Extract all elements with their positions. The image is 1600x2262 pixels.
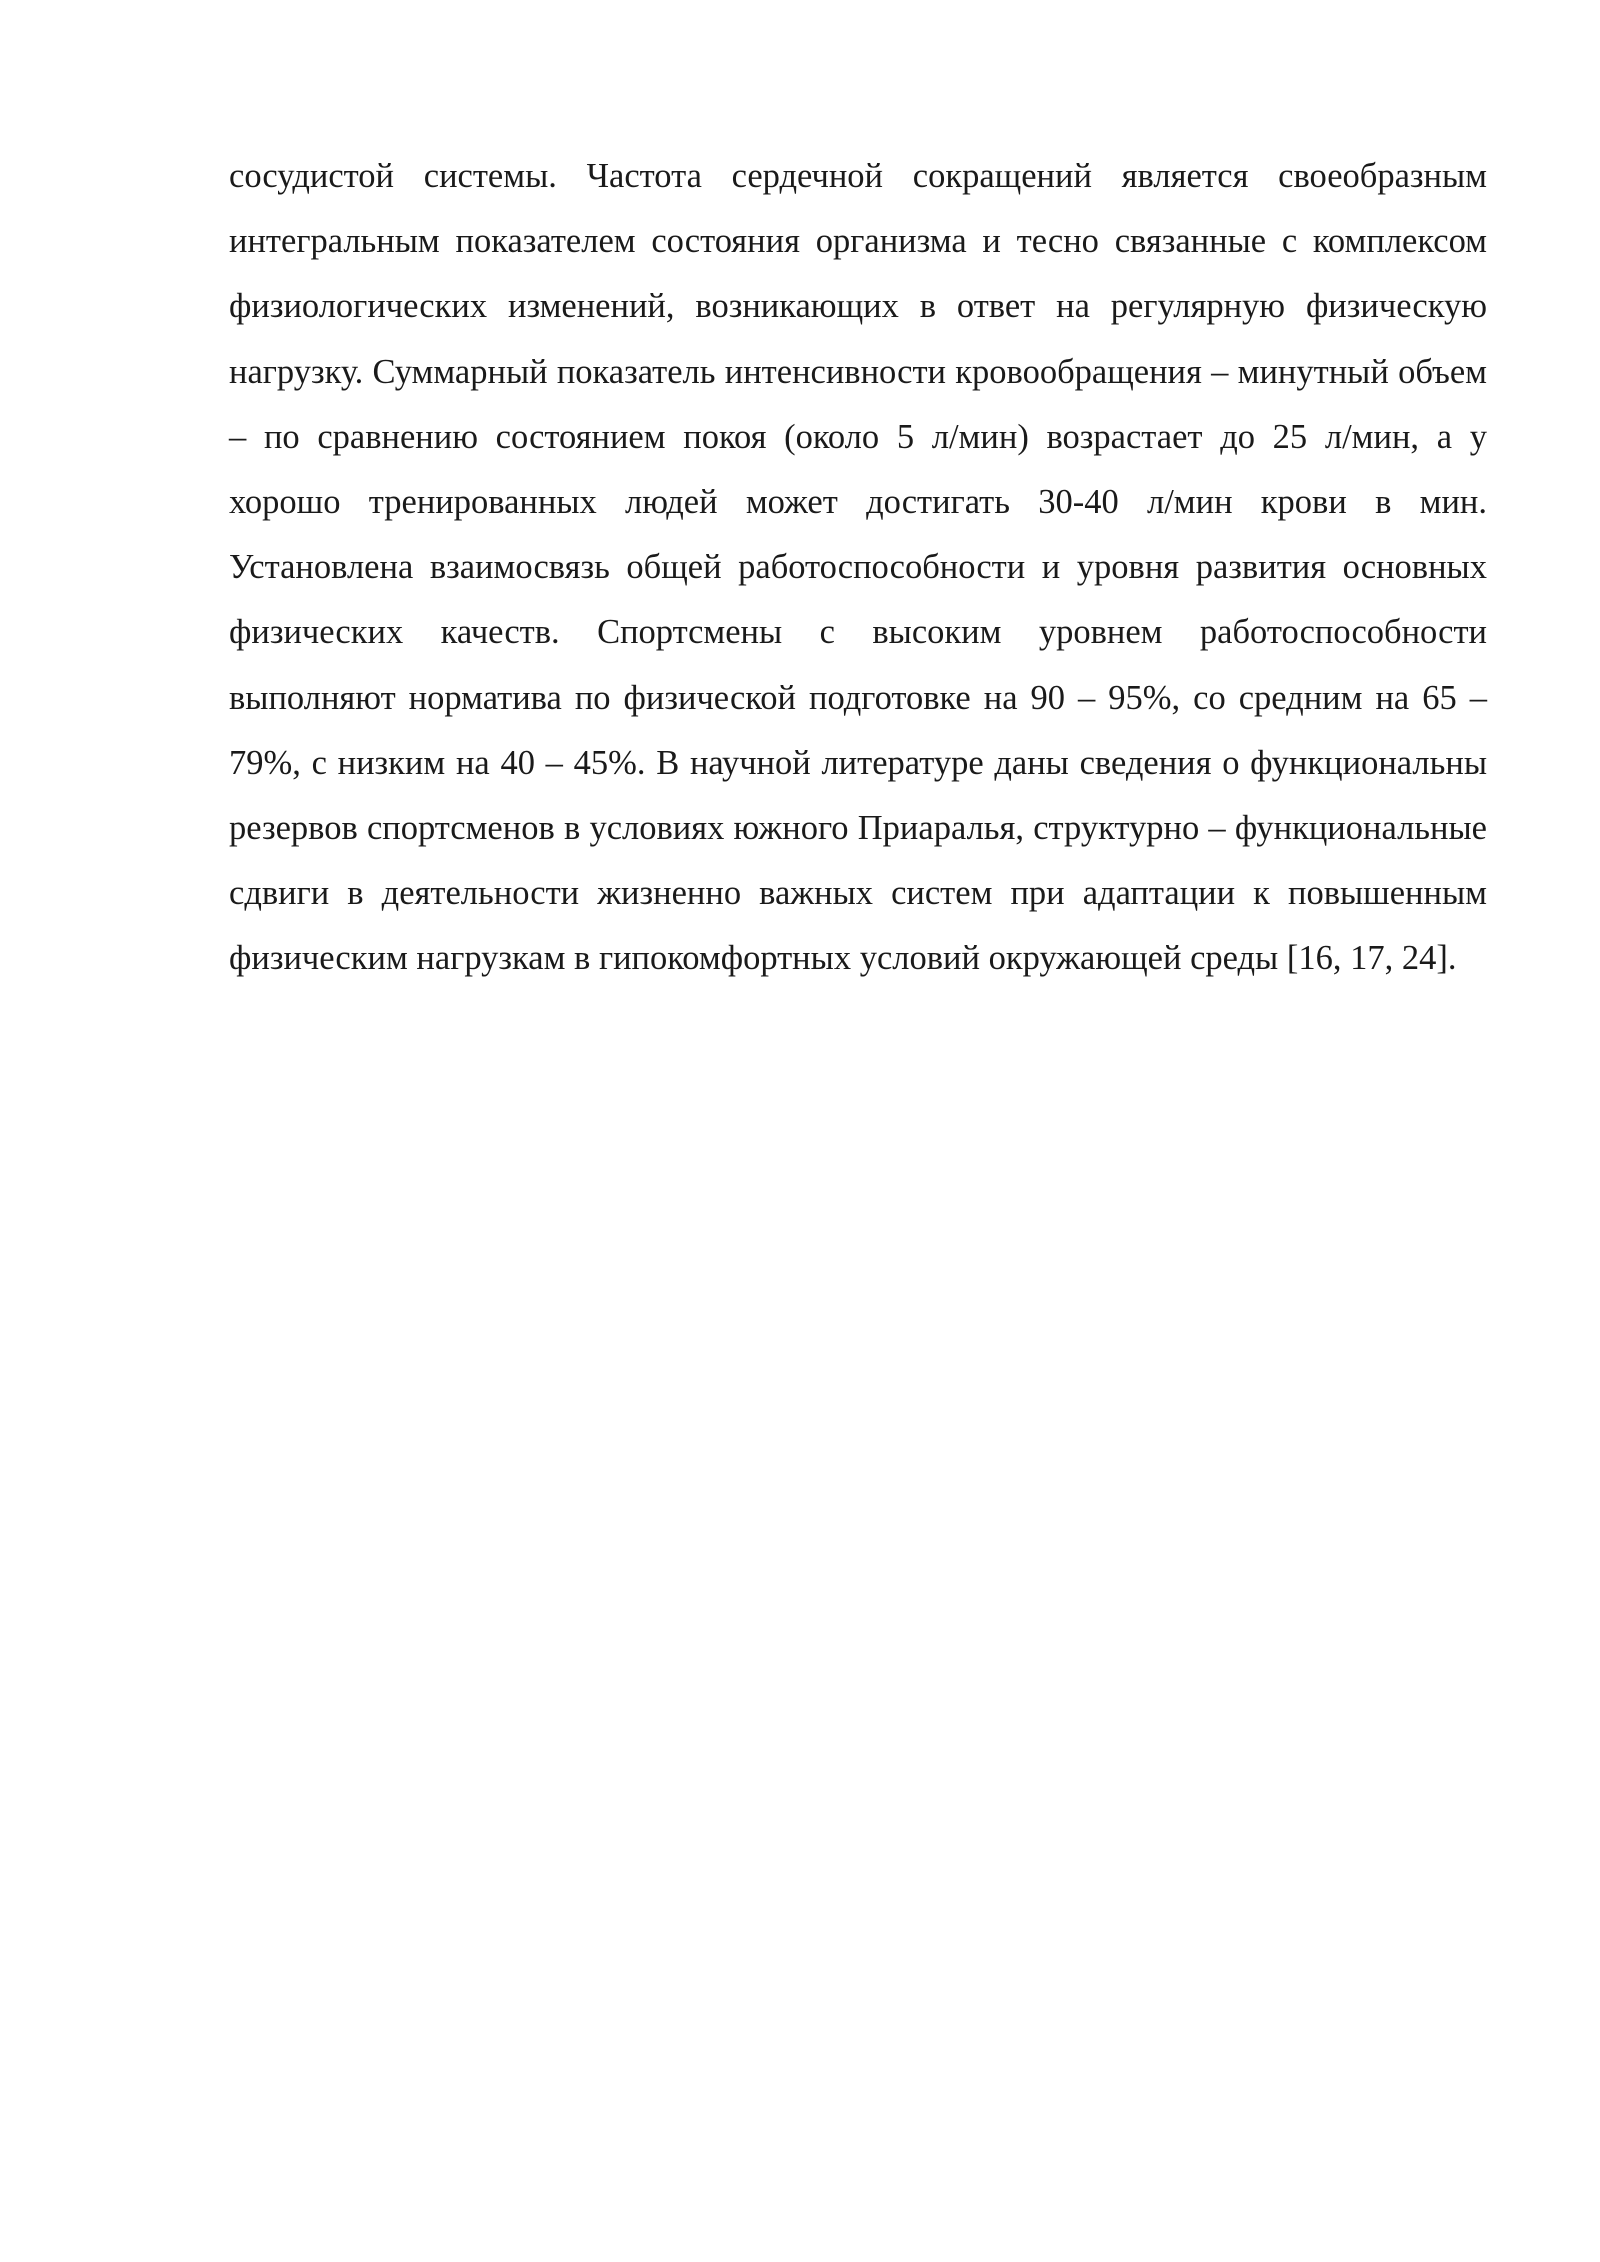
body-paragraph: сосудистой системы. Частота сердечной сокращений является своеобразным интегральным показателем состояния организма и тесно связанные с комплексом физиологических изменений, возникающих в ответ на регулярную физическую нагрузку. Суммарный показатель интенсивности кровообращения – минутный объем – по сравнению состоянием покоя (около 5 л/мин) возрастает до 25 л/мин, а у хорошо тренированных людей может достигать 30-40 л/мин крови в мин. Установлена взаимосвязь общей работоспособности и уровня развития основных физических качеств. Спортсмены с высоким уровнем работоспособности выполняют норматива по физической подготовке на 90 – 95%, со средним на 65 – 79%, с низким на 40 – 45%. В научной литературе даны сведения о функциональны резервов спортсменов в условиях южного Приаралья, структурно – функциональные сдвиги в деятельности жизненно важных систем при адаптации к повышенным физическим нагрузкам в гипокомфортных условий окружающей среды [16, 17, 24]. — [229, 157, 1487, 978]
